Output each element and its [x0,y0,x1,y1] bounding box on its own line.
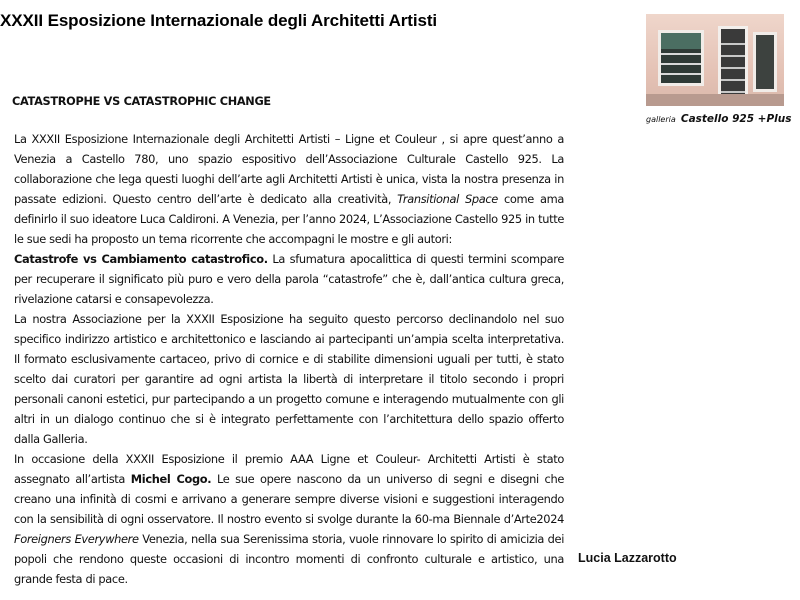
paragraph-association [14,309,564,449]
italic-phrase: Transitional Space [397,192,498,206]
theme-title: Catastrofe vs Cambiamento catastrofico. [14,252,268,266]
artist-name: Michel Cogo. [130,472,212,486]
paragraph-theme [14,249,564,309]
photo-caption [646,107,792,126]
photo-base [646,94,784,106]
page-title: XXXII Esposizione Internazionale degli Architetti Artisti [0,11,438,30]
paragraph-intro [14,129,564,249]
caption-prefix: galleria [646,115,676,124]
italic-phrase: Foreigners Everywhere [14,532,139,546]
paragraph-text: La sfumatura apocalittica di questi termini scompare per recuperare il significato più puro e vero della parola “catastrofe” che è, dall’antica cultura greca, rivelazione catarsi e consapevolezza. [14,252,565,306]
paragraph-award [14,449,564,589]
paragraph-text: Le sue opere nascono da un universo di segni e disegni che creano una infinità di cosmi e arrivano a generare sempre diverse visioni e suggestioni interagendo con la sensibilità di ogni osservatore. Il nostro evento si svolge durante la 60-ma Biennale d’Arte2024 [14,472,564,526]
photo-window [658,30,704,86]
article-body [14,129,564,589]
paragraph-text: In occasione della XXXII Esposizione il premio AAA Ligne et Couleur- Architetti Artisti è stato assegnato all’artista [14,452,564,486]
paragraph-text: Venezia, nella sua Serenissima storia, vuole rinnovare lo spirito di amicizia dei popoli che rendono queste occasioni di incontro momenti di confronto culturale e artistico, una grande festa di pace. [14,532,565,586]
paragraph-text: come ama definirlo il suo ideatore Luca Caldironi. A Venezia, per l’anno 2024, L’Associazione Castello 925 in tutte le sue sedi ha proposto un tema ricorrente che accompagni le mostre e gli autori: [14,192,564,246]
author-signature: Lucia Lazzarotto [578,551,677,565]
article-subtitle: CATASTROPHE VS CATASTROPHIC CHANGE [12,95,271,108]
paragraph-text: La XXXII Esposizione Internazionale degli Architetti Artisti – Ligne et Couleur , si apre quest’anno a Venezia a Castello 780, uno spazio espositivo dell’Associazione Culturale Castello 925. La collaborazione che lega questi luoghi dell’arte agli Architetti Artisti è unica, vista la nostra presenza in passate edizioni. Questo centro dell’arte è dedicato alla creatività, [14,132,564,206]
paragraph-text: La nostra Associazione per la XXXII Esposizione ha seguito questo percorso declinandolo nel suo specifico indirizzo artistico e architettonico e lasciando ai partecipanti un’ampia scelta interpretativa. Il formato esclusivamente cartaceo, privo di cornice e di stabilite dimensioni uguali per tutti, è stato scelto dai curatori per garantire ad ogni artista la libertà di interpretare il titolo secondo i propri personali canoni estetici, pur partecipando a un progetto comune e interagendo mutualmente con gli altri in un dialogo continuo che si è integrato perfettamente con l’architettura dello spazio offerto dalla Galleria. [14,312,564,446]
caption-name: Castello 925 +Plus [680,113,792,125]
photo-window-narrow [753,32,777,92]
gallery-photo [646,14,784,106]
